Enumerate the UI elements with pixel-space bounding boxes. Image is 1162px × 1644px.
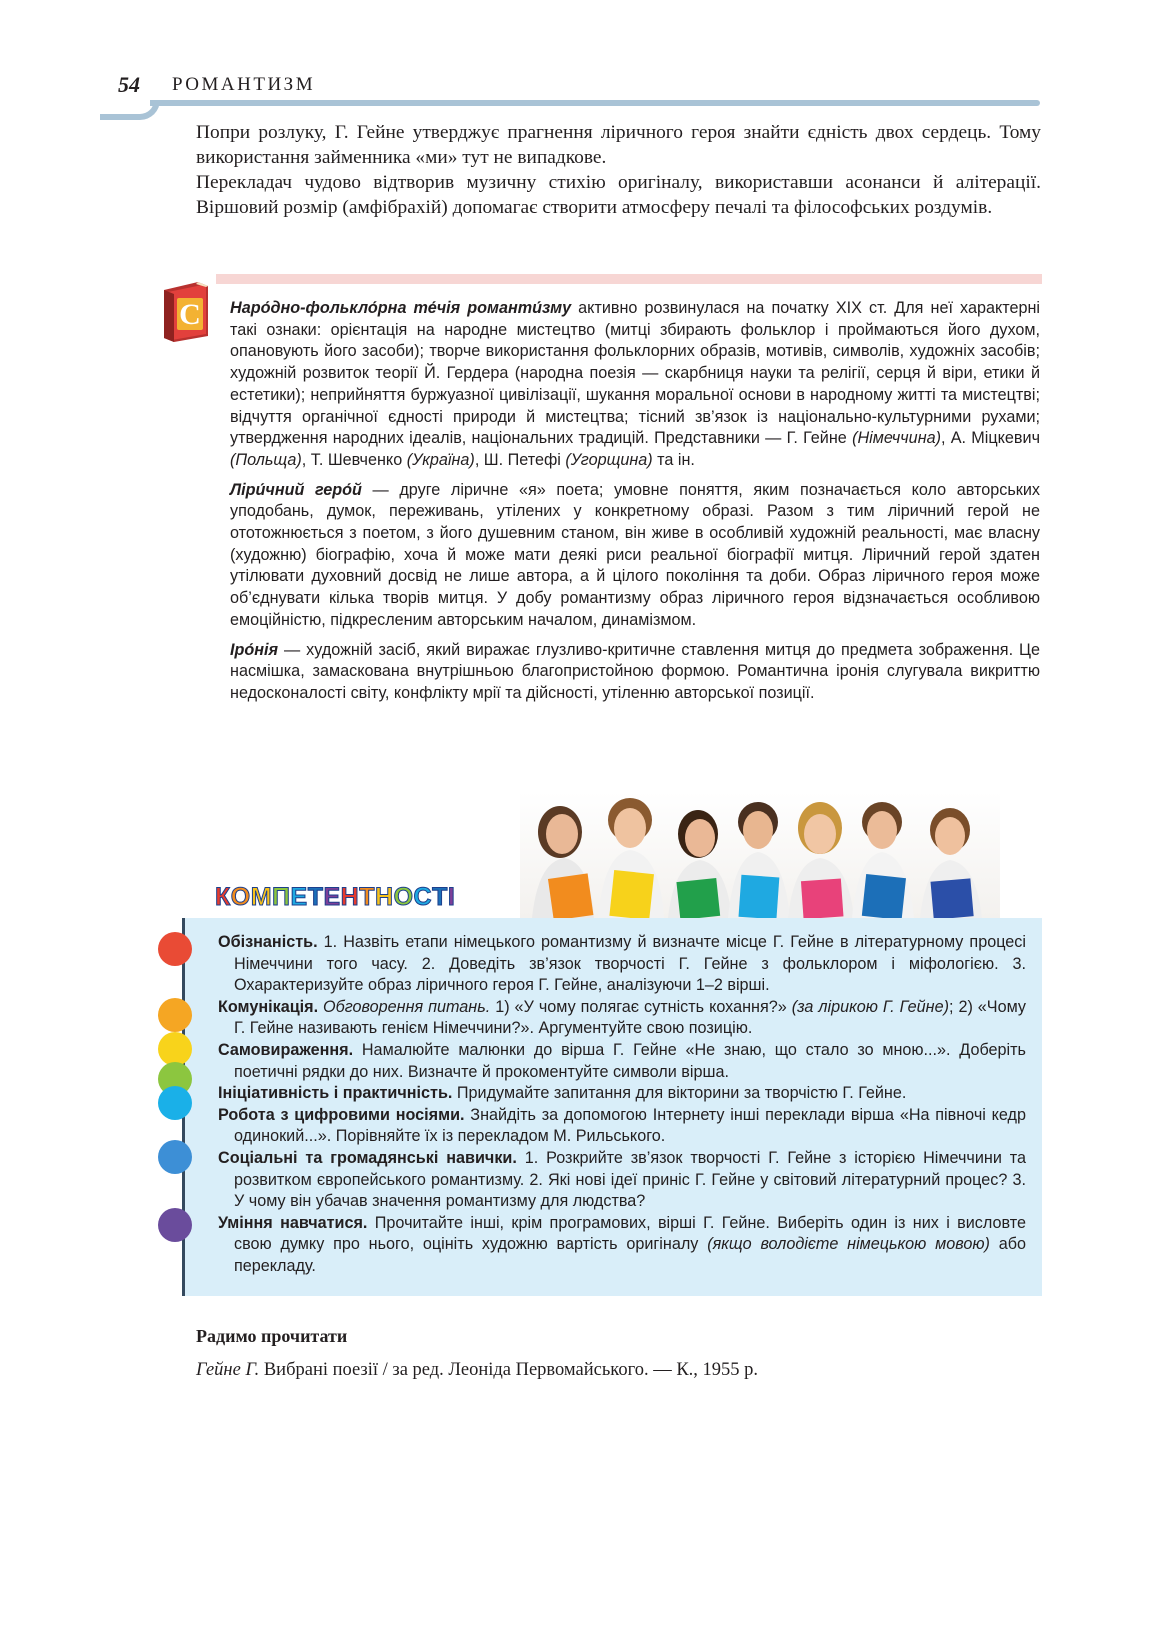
competences-title-letter: П [272, 883, 291, 911]
definition-folk-romanticism: Наро́дно-фолькло́рна те́чія романти́зму активно розвинулася на початку XIX ст. Для неї характерні такі ознаки: орієнтація на народне мистецтво (митці збирають фольклор і проймаються його духом, опановують його засоби); творче використання фольклорних образів, мотивів, символів, художніх засобів; художній розвиток теорії Й. Гердера (народна поезія — скарбниця науки та релігії, серця й віри, етики й естетики); неприйняття буржуазної цивілізації, шукання моральної основи в народному житті та мистецтві; відчуття органічної єдності природи й мистецтва; тісний зв’язок із національно-культурними рухами; утвердження народних ідеалів, національних традицій. Представники — Г. Гейне (Німеччина), А. Міцкевич (Польща), Т. Шевченко (Україна), Ш. Петефі (Угорщина) та ін. [230, 299, 1041, 469]
competences-list [218, 932, 1026, 1278]
recommended-reading-title: Радимо прочитати [196, 1326, 348, 1346]
header-rule-hook [100, 100, 160, 120]
competences-title-letter: Н [340, 883, 360, 911]
competence-dot [158, 1086, 192, 1120]
competences-title-letter: М [250, 883, 273, 911]
competence-dot [158, 1208, 192, 1242]
competence-dot [158, 1140, 192, 1174]
competence-item: Ініціативність і практичність. Придумайте запитання для вікторини за творчістю Г. Гейне. [218, 1084, 907, 1103]
competences-title-letter: Е [323, 883, 341, 911]
competences-title-letter: Т [307, 883, 324, 911]
page-number: 54 [118, 72, 140, 97]
competences-title-letter: Н [375, 883, 394, 911]
competence-item: Самовираження. Намалюйте малюнки до вірша Г. Гейне «Не знаю, що стало зо мною...». Доберіть поетичні рядки до них. Визначте й прокоментуйте символи вірша. [218, 1040, 1026, 1081]
competences-title-letter: К [215, 883, 231, 911]
competence-item: Соціальні та громадянські навички. 1. Розкрийте зв’язок творчості Г. Гейне з історією Німеччини та розвитком європейського романтизму. 2. Які нові ідеї приніс Г. Гейне у світовий літературний процес? 3. У чому він убачав значення романтизму для людства? [218, 1148, 1026, 1211]
competence-item: Обізнаність. 1. Назвіть етапи німецького романтизму й визначте місце Г. Гейне в літературному процесі Німеччини того часу. 2. Доведіть зв’язок творчості Г. Гейне з фольклором і міфологією. 3. Охарактеризуйте образ ліричного героя Г. Гейне, аналізуючи 1–2 вірші. [218, 933, 1026, 995]
book-icon-letter: С [179, 298, 201, 331]
competence-dot [158, 932, 192, 966]
competences-title-letter: Т [359, 883, 376, 911]
competences-title-letter: О [393, 883, 414, 911]
definition-irony: Іро́нія — художній засіб, який виражає глузливо-критичне ставлення митця до предмета зображення. Це насмішка, замаскована внутрішньою благопристойною формою. Романтична іронія слугувала викриттю недосконалості світу, конфлікту мрії та дійсності, утіленню авторської позиції. [230, 640, 1040, 702]
book-icon [158, 276, 214, 342]
recommended-reading-entry: Гейне Г. Вибрані поезії / за ред. Леоніда Первомайського. — К., 1955 р. [196, 1360, 759, 1380]
term-irony: Іро́нія [230, 640, 279, 659]
header-rule [150, 100, 1040, 106]
competences-title-letter: Е [290, 883, 308, 911]
definitions-top-bar [216, 274, 1042, 284]
competences-title-letter: І [447, 883, 456, 911]
competences-title-letter: О [230, 883, 251, 911]
competence-dot [158, 1032, 192, 1066]
competences-title-letter: Т [432, 883, 448, 911]
competences-title [215, 883, 455, 912]
intro-paragraph-1: Попри розлуку, Г. Гейне утверджує прагнення ліричного героя знайти єдність двох сердець. Тому використання займенника «ми» тут не випадкове. [196, 122, 1041, 168]
definitions-box [230, 298, 1040, 713]
competences-title-letter: С [413, 883, 433, 911]
term-lyrical-hero: Ліри́чний геро́й [230, 480, 362, 499]
competence-item: Комунікація. Обговорення питань. 1) «У чому полягає сутність кохання?» (за лірикою Г. Гейне); 2) «Чому Г. Гейне називають генієм Німеччини?». Аргументуйте свою позицію. [218, 997, 1027, 1038]
definition-lyrical-hero: Ліри́чний геро́й — друге ліричне «я» поета; умовне поняття, яким позначається коло авторських уподобань, думок, переживань, утілених у конкретному образі. Разом з тим ліричний герой не ототожнюється з поетом, з його душевним станом, він живе в особливій художній реальності, має власну (художню) біографію, хоча й може мати деякі риси реальної біографії митця. Ліричний герой здатен утілювати духовний досвід не лише автора, а й цілого покоління та доби. Образ ліричного героя може об’єднувати кілька творів митця. У добу романтизму образ ліричного героя відзначається особливою емоційністю, підкресленим авторським началом, динамізмом. [230, 480, 1040, 629]
running-head: РОМАНТИЗМ [172, 74, 316, 95]
competence-item: Робота з цифровими носіями. Знайдіть за допомогою Інтернету інші переклади вірша «На півночі кедр одинокий...». Порівняйте їх із перекладом М. Рильського. [218, 1105, 1026, 1146]
competence-dot [158, 998, 192, 1032]
competence-item: Уміння навчатися. Прочитайте інші, крім програмових, вірші Г. Гейне. Виберіть один із них і висловте свою думку про нього, оцініть художню вартість оригіналу (якщо володієте німецькою мовою) або перекладу. [218, 1213, 1026, 1275]
students-photo [520, 792, 1000, 918]
term-folk-romanticism: Наро́дно-фолькло́рна те́чія романти́зму [230, 299, 572, 317]
intro-paragraph-2: Перекладач чудово відтворив музичну стихію оригіналу, використавши асонанси й алітерації. Віршовий розмір (амфібрахій) допомагає створити атмосферу печалі та філософських роздумів. [196, 172, 1041, 218]
